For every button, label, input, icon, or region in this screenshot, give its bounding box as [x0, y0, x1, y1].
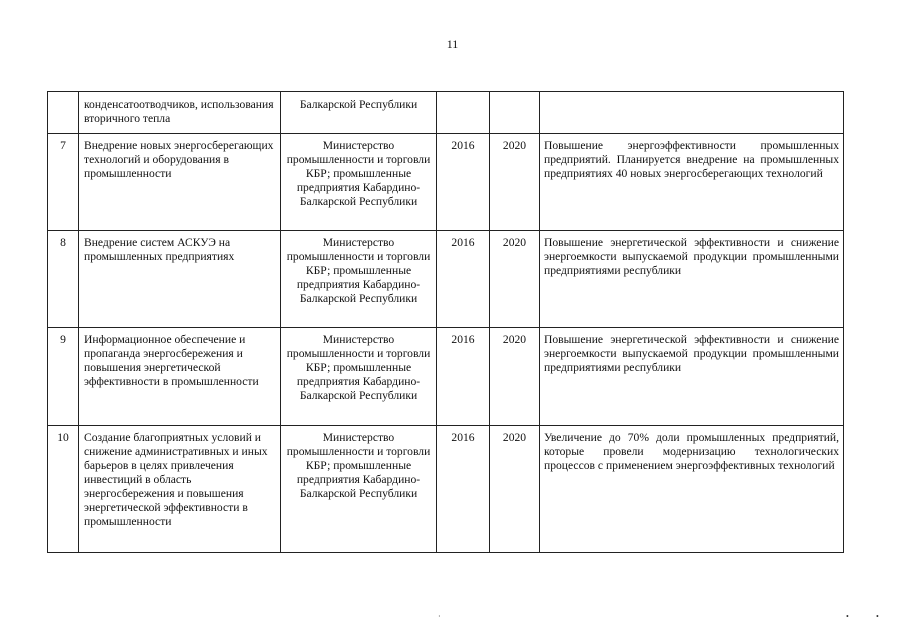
- row-number-cell: [48, 92, 79, 134]
- start-year-cell: 2016: [437, 328, 490, 426]
- executor-cell: Министерство промышленности и торговли КБР; промышленные предприятия Кабардино-Балкарской Республики: [281, 134, 437, 231]
- end-year-cell: [490, 92, 540, 134]
- scan-dot: •: [876, 612, 879, 621]
- scan-dot: ·: [438, 612, 441, 621]
- end-year-cell: 2020: [490, 328, 540, 426]
- measure-name-cell: конденсатоотводчиков, использования вторичного тепла: [79, 92, 281, 134]
- measure-name-cell: Создание благоприятных условий и снижение административных и иных барьеров в целях привлечения инвестиций в область энергосбережения и повышения энергетической эффективности в промышленности: [79, 426, 281, 553]
- measure-name-cell: Внедрение новых энергосберегающих технологий и оборудования в промышленности: [79, 134, 281, 231]
- row-number-cell: 7: [48, 134, 79, 231]
- row-number-cell: 9: [48, 328, 79, 426]
- table-row: [48, 92, 844, 134]
- expected-result-cell: Увеличение до 70% доли промышленных предприятий, которые провели модернизацию технологических процессов с применением энергоэффективных технологий: [540, 426, 844, 553]
- start-year-cell: 2016: [437, 426, 490, 553]
- start-year-cell: [437, 92, 490, 134]
- table-row: [48, 134, 844, 231]
- start-year-cell: 2016: [437, 231, 490, 328]
- expected-result-cell: Повышение энергетической эффективности и снижение энергоемкости выпускаемой продукции промышленными предприятиями республики: [540, 328, 844, 426]
- executor-cell: Балкарской Республики: [281, 92, 437, 134]
- row-number-cell: 10: [48, 426, 79, 553]
- expected-result-cell: [540, 92, 844, 134]
- end-year-cell: 2020: [490, 426, 540, 553]
- page-number: 11: [446, 37, 459, 51]
- table-row: [48, 426, 844, 553]
- scan-dot: •: [846, 612, 849, 621]
- start-year-cell: 2016: [437, 134, 490, 231]
- measures-table: [47, 91, 844, 553]
- measure-name-cell: Информационное обеспечение и пропаганда энергосбережения и повышения энергетической эффективности в промышленности: [79, 328, 281, 426]
- executor-cell: Министерство промышленности и торговли КБР; промышленные предприятия Кабардино-Балкарской Республики: [281, 426, 437, 553]
- expected-result-cell: Повышение энергетической эффективности и снижение энергоемкости выпускаемой продукции промышленными предприятиями республики: [540, 231, 844, 328]
- table-row: [48, 328, 844, 426]
- end-year-cell: 2020: [490, 134, 540, 231]
- table-row: [48, 231, 844, 328]
- expected-result-cell: Повышение энергоэффективности промышленных предприятий. Планируется внедрение на промышленных предприятиях 40 новых энергосберегающих технологий: [540, 134, 844, 231]
- measure-name-cell: Внедрение систем АСКУЭ на промышленных предприятиях: [79, 231, 281, 328]
- executor-cell: Министерство промышленности и торговли КБР; промышленные предприятия Кабардино-Балкарской Республики: [281, 328, 437, 426]
- executor-cell: Министерство промышленности и торговли КБР; промышленные предприятия Кабардино-Балкарской Республики: [281, 231, 437, 328]
- row-number-cell: 8: [48, 231, 79, 328]
- end-year-cell: 2020: [490, 231, 540, 328]
